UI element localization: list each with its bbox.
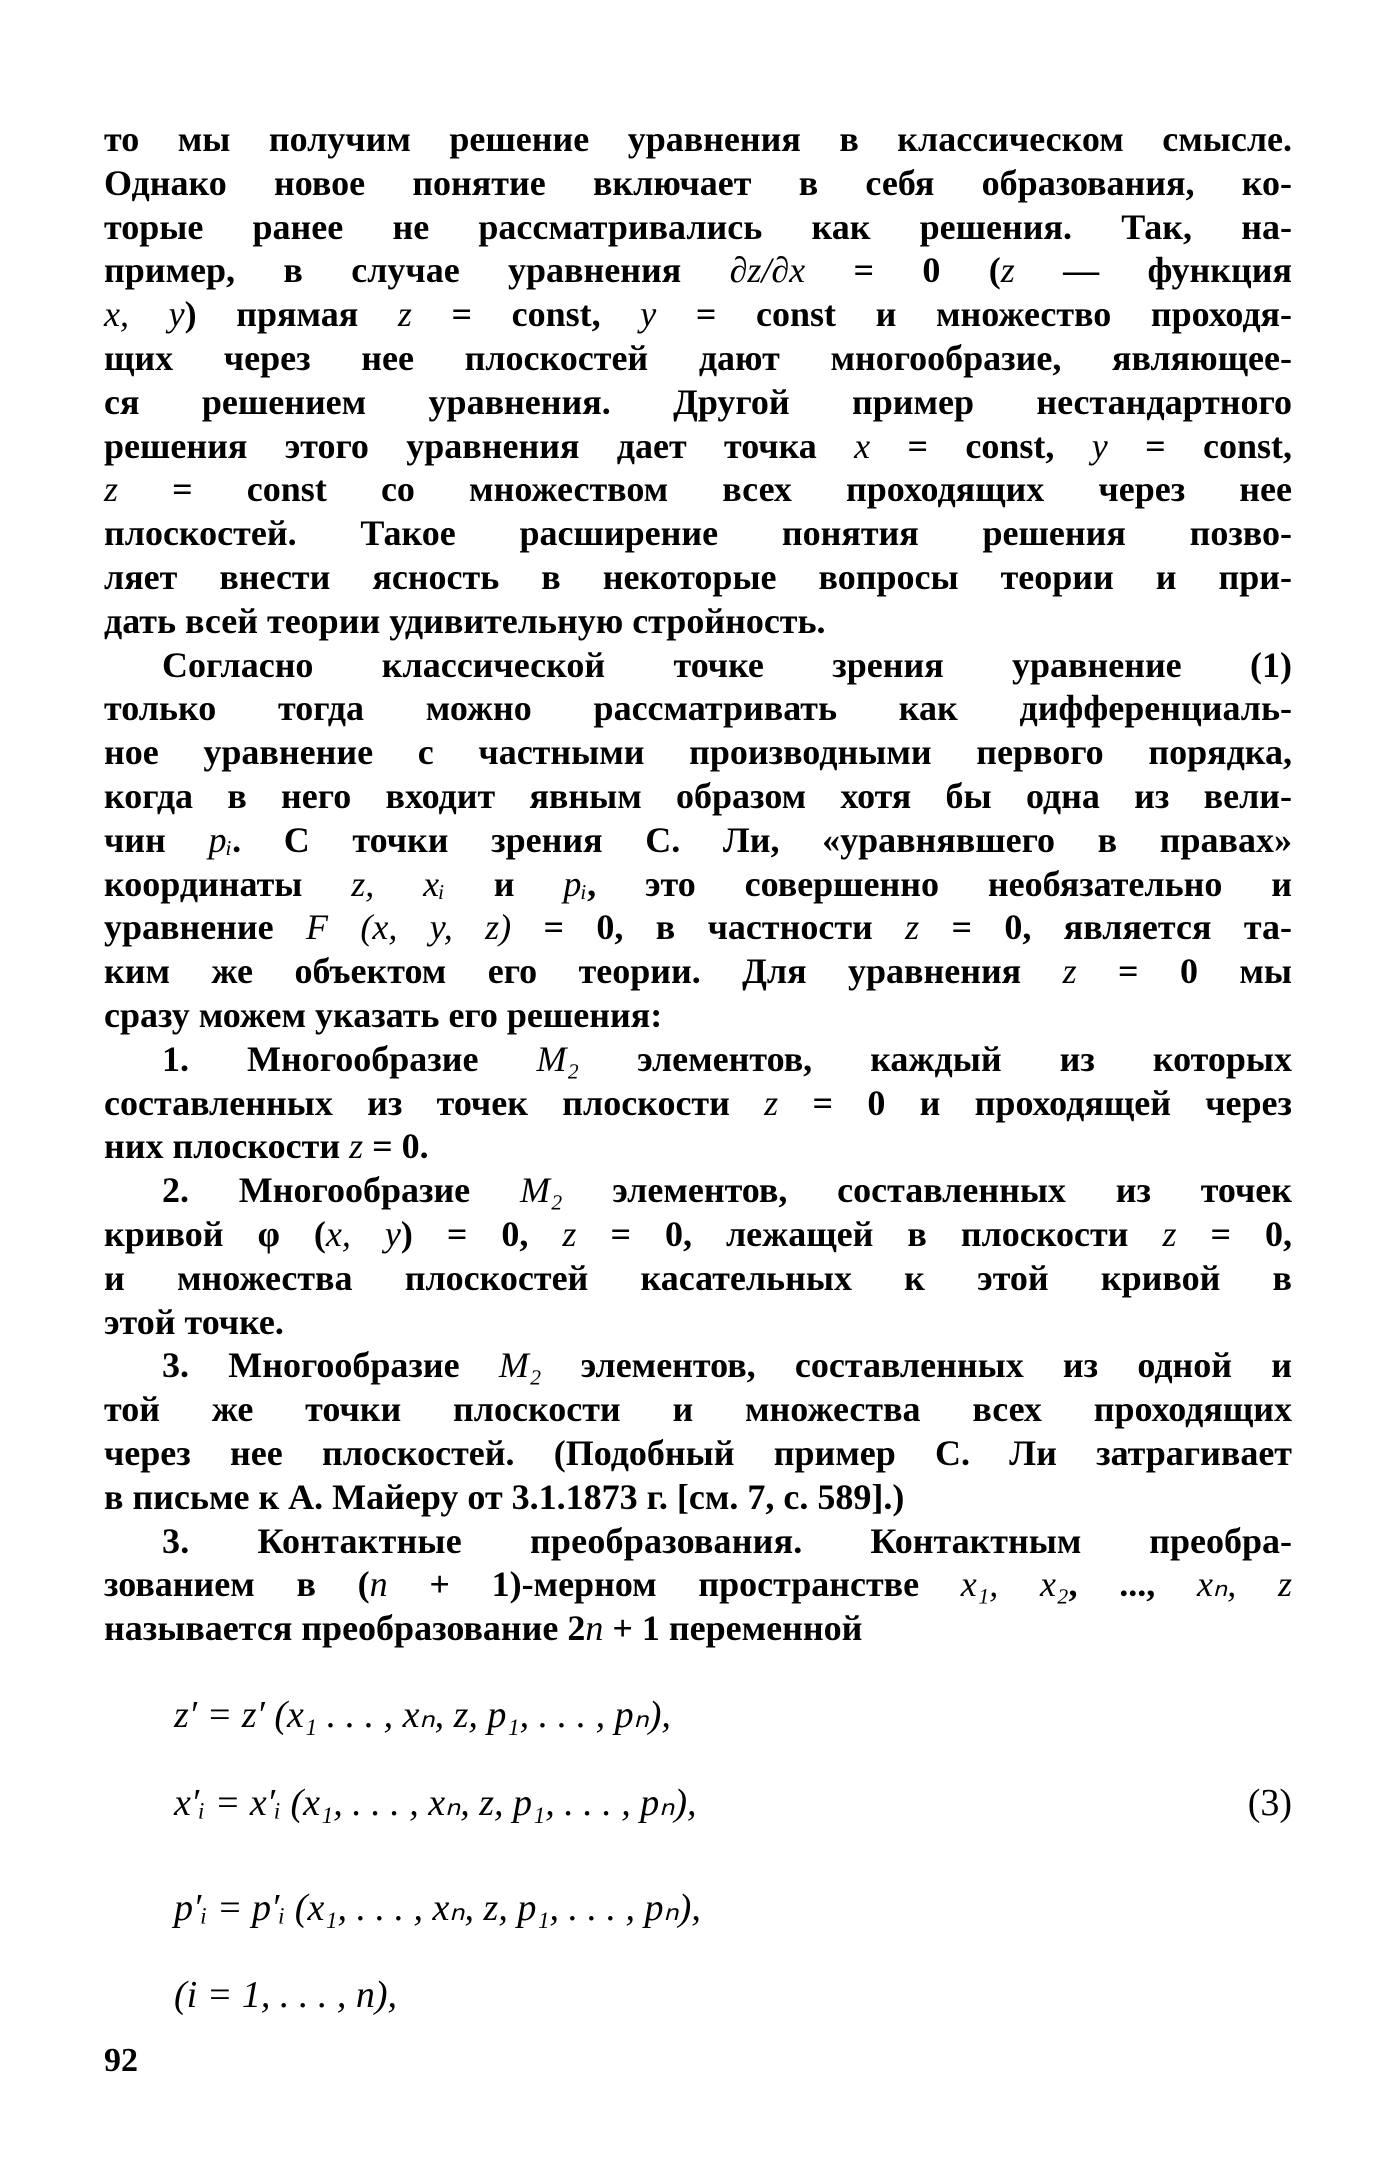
text-run: них плоскости [104, 1126, 350, 1167]
text-run: элементов, каждый из которых [579, 1038, 1293, 1079]
math-run: x [854, 425, 871, 466]
text-run: = const, [411, 294, 641, 335]
text-run: = 0, является та- [919, 907, 1292, 948]
text-line [162, 1343, 1292, 1387]
text-run: решения этого уравнения дает точка [104, 425, 855, 466]
math-run: x, y [104, 294, 185, 335]
equation-index-range: (i = 1, . . . , n), [174, 1974, 398, 2016]
math-run: y [640, 294, 657, 335]
text-run: называется преобразование 2 [104, 1608, 586, 1649]
text-line [104, 248, 1292, 292]
text-run: то мы получим решение уравнения в классическом смысле. [104, 119, 1292, 159]
text-run: 2. Многообразие [162, 1170, 520, 1211]
text-run: сразу можем указать его решения: [104, 995, 663, 1035]
text-run: , ..., [1068, 1564, 1197, 1605]
text-run: 3. Многообразие [162, 1345, 499, 1386]
math-run: x, y [325, 1214, 401, 1254]
text-line [104, 467, 1292, 511]
text-run: кривой φ ( [104, 1214, 326, 1254]
text-run: = const, [1107, 425, 1292, 466]
math-run: xₙ, z [1196, 1564, 1292, 1605]
text-run: ) прямая [184, 294, 398, 335]
text-line [104, 336, 1292, 380]
text-line [162, 1168, 1292, 1212]
text-run: ляет внести ясность в некоторые вопросы теории и при- [104, 557, 1292, 597]
math-run: z [349, 1126, 364, 1167]
text-line [104, 1124, 1292, 1168]
text-run: = 0 мы [1076, 951, 1292, 992]
text-run: и множества плоскостей касательных к этой кривой в [104, 1257, 1292, 1298]
text-run: элементов, составленных из одной и [541, 1345, 1292, 1386]
text-run: = 0. [363, 1126, 429, 1167]
text-run: плоскостей. Такое расширение понятия решения позво- [104, 513, 1292, 554]
text-run: ким же объектом его теории. Для уравнения [104, 951, 1063, 992]
text-line [104, 818, 1292, 862]
text-run: = const со множеством всех проходящих через нее [118, 469, 1292, 510]
math-run: z [905, 907, 920, 948]
text-line [104, 1212, 1292, 1256]
text-line [104, 555, 1292, 599]
text-run: когда в него входит явным образом хотя бы одна из вели- [104, 776, 1292, 816]
equation-x-prime: x′ᵢ = x′ᵢ (x₁, . . . , xₙ, z, p₁, . . . , pₙ), [174, 1782, 697, 1824]
text-line [104, 117, 1292, 161]
text-run: = 0, в частности [511, 907, 906, 948]
math-run: pᵢ [563, 863, 588, 904]
text-run: — функция [1014, 250, 1292, 291]
text-run: только тогда можно рассматривать как дифференциаль- [104, 688, 1292, 729]
text-line [104, 511, 1292, 555]
text-run: той же точки плоскости и множества всех проходящих [104, 1389, 1292, 1430]
text-line [162, 1037, 1292, 1081]
math-run: n [585, 1608, 604, 1649]
text-line [104, 1475, 1292, 1519]
math-run: F (x, y, z) [306, 907, 512, 948]
text-run: Однако новое понятие включает в себя образования, ко- [104, 162, 1292, 203]
text-line [104, 1606, 1292, 1650]
equation-p-prime: p′ᵢ = p′ᵢ (x₁, . . . , xₙ, z, p₁, . . . , pₙ), [174, 1887, 701, 1929]
text-line [104, 424, 1292, 468]
text-run: торые ранее не рассматривались как решения. Так, на- [104, 206, 1292, 247]
text-line [104, 1300, 1292, 1344]
math-run: pᵢ [208, 819, 233, 860]
text-line [104, 161, 1292, 205]
text-run: = 0, [1176, 1214, 1292, 1254]
text-run: уравнение [104, 907, 307, 948]
math-run: M₂ [498, 1345, 542, 1386]
text-line [104, 993, 1292, 1037]
text-run: в письме к А. Майеру от 3.1.1873 г. [см. 7, с. 589].) [104, 1476, 905, 1517]
text-run: ся решением уравнения. Другой пример нестандартного [104, 381, 1292, 422]
text-run: и [444, 863, 564, 904]
text-line [104, 730, 1292, 774]
text-line [162, 643, 1292, 687]
math-run: z [104, 469, 119, 510]
text-line [104, 862, 1292, 906]
text-run: ное уравнение с частными производными первого порядка, [104, 732, 1292, 773]
text-run: пример, в случае уравнения [104, 250, 730, 291]
text-run: элементов, составленных из точек [562, 1170, 1292, 1211]
text-line [104, 1431, 1292, 1475]
math-run: y [1091, 425, 1108, 466]
text-run: дать всей теории удивительную стройность. [104, 600, 826, 641]
text-run: = const, [870, 425, 1092, 466]
math-run: z [397, 294, 412, 335]
text-run: этой точке. [104, 1301, 284, 1342]
text-line [104, 905, 1292, 949]
text-run: 1. Многообразие [162, 1038, 537, 1079]
text-run: = 0, лежащей в плоскости [576, 1214, 1163, 1254]
text-run: зованием в ( [104, 1564, 370, 1605]
text-run: + 1 переменной [603, 1608, 863, 1649]
text-run: составленных из точек плоскости [104, 1082, 765, 1123]
text-run: + 1)-мерном пространстве [387, 1564, 961, 1605]
text-run: чин [104, 819, 209, 860]
text-line [104, 599, 1292, 643]
text-line [104, 774, 1292, 818]
text-line [104, 1562, 1292, 1606]
text-run: = 0 ( [805, 250, 1001, 291]
math-run: M₂ [519, 1170, 563, 1211]
text-line [104, 292, 1292, 336]
text-run: = 0 и проходящей через [778, 1082, 1293, 1123]
section-heading: 3. Контактные преобразования. [162, 1520, 803, 1561]
text-run: ) = 0, [400, 1214, 563, 1254]
math-run: x₁, x₂ [960, 1564, 1069, 1605]
text-run: . С точки зрения С. Ли, «уравнявшего в правах» [232, 819, 1292, 860]
math-run: z [562, 1214, 577, 1254]
text-line [104, 205, 1292, 249]
math-run: M₂ [536, 1038, 580, 1079]
math-run: ∂z/∂x [729, 250, 806, 291]
math-run: n [369, 1564, 388, 1605]
text-run: = const и множество проходя- [656, 294, 1292, 335]
math-run: z [764, 1082, 779, 1123]
text-line [162, 1519, 1292, 1563]
text-run: щих через нее плоскостей дают многообразие, являющее- [104, 338, 1292, 378]
equation-z-prime: z′ = z′ (x₁ . . . , xₙ, z, p₁, . . . , pₙ), [174, 1694, 671, 1736]
equation-number: (3) [1247, 1782, 1292, 1824]
text-run: Согласно классической точке зрения уравнение (1) [162, 644, 1292, 685]
math-run: z [1162, 1214, 1177, 1254]
text-line [104, 949, 1292, 993]
math-run: z [1000, 250, 1015, 291]
page-number: 92 [104, 2042, 138, 2079]
text-line [104, 1256, 1292, 1300]
math-run: z, xᵢ [351, 863, 445, 904]
text-line [104, 1387, 1292, 1431]
text-run: через нее плоскостей. (Подобный пример С. Ли затрагивает [104, 1433, 1292, 1473]
text-line [104, 686, 1292, 730]
text-run: Контактным преобра- [802, 1520, 1292, 1561]
math-run: z [1062, 951, 1077, 992]
text-line [104, 1081, 1292, 1125]
text-line [104, 380, 1292, 424]
text-run: , это совершенно необязательно и [587, 863, 1292, 904]
text-run: координаты [104, 863, 352, 904]
